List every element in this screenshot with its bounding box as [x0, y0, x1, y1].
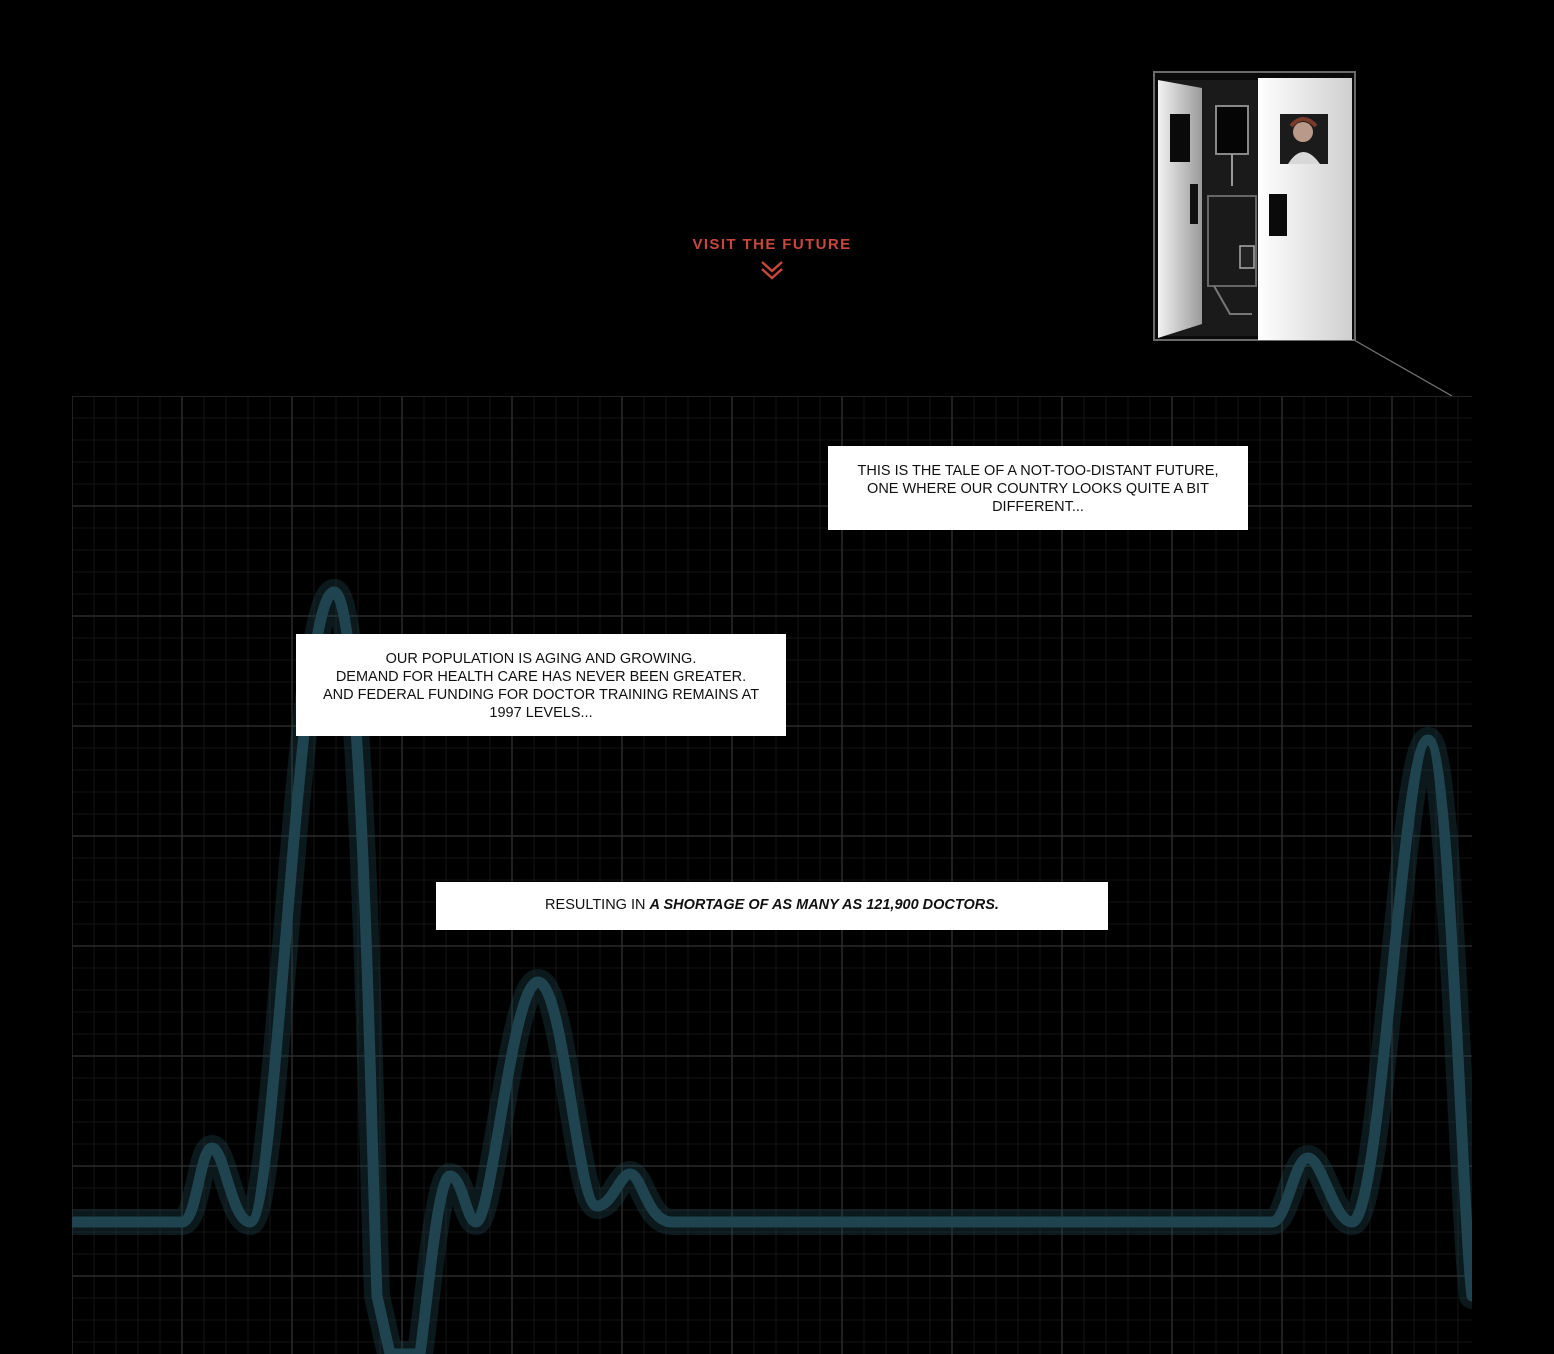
story-callout-population — [296, 634, 786, 736]
ecg-grid — [72, 396, 1472, 1354]
visit-the-future-label: VISIT THE FUTURE — [692, 236, 852, 253]
story-callout-population-line-1: OUR POPULATION IS AGING AND GROWING. — [385, 651, 697, 667]
story-callout-shortage-lead: RESULTING IN — [545, 897, 650, 913]
story-callout-shortage-emphasis: A SHORTAGE OF AS MANY AS 121,900 DOCTORS. — [649, 897, 999, 913]
doorway-illustration — [990, 66, 1460, 400]
double-chevron-down-icon — [759, 259, 785, 281]
story-callout-shortage — [436, 882, 1108, 930]
visit-the-future-link[interactable] — [672, 236, 872, 281]
story-callout-future — [828, 446, 1248, 530]
ecg-grid-background — [72, 396, 1472, 1354]
story-callout-population-line-2: DEMAND FOR HEALTH CARE HAS NEVER BEEN GREATER. AND FEDERAL FUNDING FOR DOCTOR TRAINING REMAINS AT 1997 LEVELS... — [322, 669, 760, 721]
story-callout-future-text: THIS IS THE TALE OF A NOT-TOO-DISTANT FUTURE, ONE WHERE OUR COUNTRY LOOKS QUITE A BIT DIFFERENT... — [857, 463, 1219, 515]
